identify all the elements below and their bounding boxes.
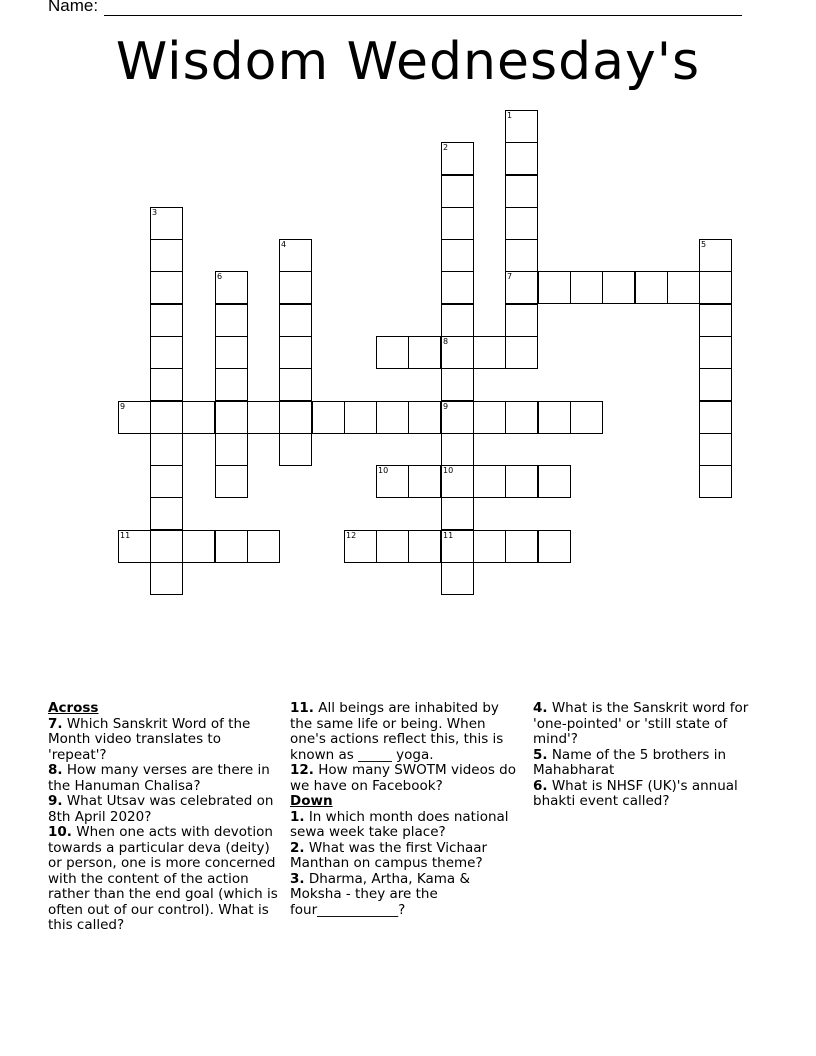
grid-cell[interactable] [441, 336, 474, 369]
grid-cell[interactable] [505, 239, 538, 272]
grid-cell[interactable] [505, 110, 538, 143]
clues-column-1 [48, 701, 280, 934]
grid-cell[interactable] [408, 465, 441, 498]
grid-cell[interactable] [150, 497, 183, 530]
grid-cell[interactable] [376, 465, 409, 498]
clue-number-label: 5 [701, 240, 707, 249]
clues-column-3 [533, 701, 773, 810]
grid-cell[interactable] [408, 336, 441, 369]
grid-cell[interactable] [279, 368, 312, 401]
clue-number-label: 9 [120, 402, 126, 411]
grid-cell[interactable] [505, 304, 538, 337]
clue-across-7: 7. Which Sanskrit Word of the Month video translates to 'repeat'? [48, 715, 251, 763]
clue-number-label: 2 [443, 143, 449, 152]
clue-number-label: 3 [152, 208, 158, 217]
grid-cell[interactable] [215, 368, 248, 401]
grid-cell[interactable] [635, 271, 668, 304]
grid-cell[interactable] [344, 401, 377, 434]
grid-cell[interactable] [441, 401, 474, 434]
grid-cell[interactable] [538, 271, 571, 304]
across-heading: Across [48, 700, 99, 716]
grid-cell[interactable] [505, 271, 538, 304]
grid-cell[interactable] [215, 304, 248, 337]
grid-cell[interactable] [247, 530, 280, 563]
grid-cell[interactable] [215, 336, 248, 369]
grid-cell[interactable] [538, 465, 571, 498]
grid-cell[interactable] [408, 530, 441, 563]
grid-cell[interactable] [408, 401, 441, 434]
clue-number-label: 10 [443, 466, 454, 475]
clue-across-11: 11. All beings are inhabited by the same life or being. When one's actions reflect this, this is known as _____ yoga. [290, 700, 504, 763]
grid-cell[interactable] [699, 465, 732, 498]
grid-cell[interactable] [441, 239, 474, 272]
clue-number-label: 6 [217, 272, 223, 281]
grid-cell[interactable] [150, 433, 183, 466]
grid-cell[interactable] [182, 401, 215, 434]
grid-cell[interactable] [505, 142, 538, 175]
grid-cell[interactable] [215, 401, 248, 434]
grid-cell[interactable] [215, 530, 248, 563]
clue-number-label: 1 [507, 111, 513, 120]
grid-cell[interactable] [441, 142, 474, 175]
grid-cell[interactable] [150, 401, 183, 434]
grid-cell[interactable] [441, 465, 474, 498]
clue-across-12: 12. How many SWOTM videos do we have on Facebook? [290, 762, 516, 794]
grid-cell[interactable] [182, 530, 215, 563]
grid-cell[interactable] [473, 336, 506, 369]
clue-down-5: 5. Name of the 5 brothers in Mahabharat [533, 746, 726, 778]
grid-cell[interactable] [441, 368, 474, 401]
grid-cell[interactable] [505, 336, 538, 369]
grid-cell[interactable] [279, 336, 312, 369]
grid-cell[interactable] [279, 271, 312, 304]
grid-cell[interactable] [699, 304, 732, 337]
grid-cell[interactable] [279, 433, 312, 466]
grid-cell[interactable] [279, 401, 312, 434]
grid-cell[interactable] [505, 175, 538, 208]
grid-cell[interactable] [312, 401, 345, 434]
grid-cell[interactable] [441, 207, 474, 240]
down-heading: Down [290, 793, 333, 809]
grid-cell[interactable] [667, 271, 700, 304]
grid-cell[interactable] [215, 271, 248, 304]
grid-cell[interactable] [150, 336, 183, 369]
grid-cell[interactable] [602, 271, 635, 304]
grid-cell[interactable] [473, 465, 506, 498]
grid-cell[interactable] [570, 401, 603, 434]
clue-across-8: 8. How many verses are there in the Hanuman Chalisa? [48, 762, 270, 794]
clue-number-label: 7 [507, 272, 513, 281]
clue-across-10: 10. When one acts with devotion towards a particular deva (deity) or person, one is more concerned with the content of the action rather than the end goal (which is often out of our control). What is this called? [48, 824, 278, 933]
grid-cell[interactable] [215, 433, 248, 466]
grid-cell[interactable] [279, 304, 312, 337]
name-label: Name: [48, 0, 99, 15]
grid-cell[interactable] [441, 175, 474, 208]
grid-cell[interactable] [441, 433, 474, 466]
grid-cell[interactable] [538, 401, 571, 434]
grid-cell[interactable] [505, 530, 538, 563]
grid-cell[interactable] [150, 562, 183, 595]
clue-number-label: 10 [378, 466, 389, 475]
clue-number-label: 11 [443, 531, 454, 540]
clue-down-1: 1. In which month does national sewa week take place? [290, 808, 509, 840]
clue-number-label: 9 [443, 402, 449, 411]
grid-cell[interactable] [473, 530, 506, 563]
grid-cell[interactable] [441, 530, 474, 563]
grid-cell[interactable] [150, 271, 183, 304]
grid-cell[interactable] [376, 336, 409, 369]
clue-number-label: 4 [281, 240, 287, 249]
grid-cell[interactable] [538, 530, 571, 563]
grid-cell[interactable] [505, 465, 538, 498]
grid-cell[interactable] [150, 530, 183, 563]
grid-cell[interactable] [699, 336, 732, 369]
grid-cell[interactable] [441, 271, 474, 304]
grid-cell[interactable] [118, 530, 151, 563]
grid-cell[interactable] [699, 271, 732, 304]
clue-number-label: 11 [120, 531, 131, 540]
clue-number-label: 12 [346, 531, 357, 540]
grid-cell[interactable] [441, 304, 474, 337]
grid-cell[interactable] [150, 304, 183, 337]
grid-cell[interactable] [376, 401, 409, 434]
grid-cell[interactable] [441, 497, 474, 530]
grid-cell[interactable] [505, 401, 538, 434]
clue-down-3: 3. Dharma, Artha, Kama & Moksha - they are the four____________? [290, 870, 470, 918]
grid-cell[interactable] [279, 239, 312, 272]
grid-cell[interactable] [150, 207, 183, 240]
grid-cell[interactable] [215, 465, 248, 498]
grid-cell[interactable] [699, 401, 732, 434]
grid-cell[interactable] [570, 271, 603, 304]
grid-cell[interactable] [247, 401, 280, 434]
clue-number-label: 8 [443, 337, 449, 346]
grid-cell[interactable] [118, 401, 151, 434]
clues-column-2 [290, 701, 522, 918]
clue-down-6: 6. What is NHSF (UK)'s annual bhakti event called? [533, 777, 738, 809]
grid-cell[interactable] [441, 562, 474, 595]
grid-cell[interactable] [505, 207, 538, 240]
clue-across-9: 9. What Utsav was celebrated on 8th April 2020? [48, 793, 274, 825]
grid-cell[interactable] [344, 530, 377, 563]
grid-cell[interactable] [150, 465, 183, 498]
grid-cell[interactable] [699, 368, 732, 401]
grid-cell[interactable] [150, 368, 183, 401]
grid-cell[interactable] [699, 433, 732, 466]
grid-cell[interactable] [473, 401, 506, 434]
clue-down-4: 4. What is the Sanskrit word for 'one-pointed' or 'still state of mind'? [533, 700, 749, 747]
clue-down-2: 2. What was the first Vichaar Manthan on campus theme? [290, 839, 488, 871]
grid-cell[interactable] [376, 530, 409, 563]
page-title: Wisdom Wednesday's [115, 32, 701, 92]
grid-cell[interactable] [150, 239, 183, 272]
grid-cell[interactable] [699, 239, 732, 272]
